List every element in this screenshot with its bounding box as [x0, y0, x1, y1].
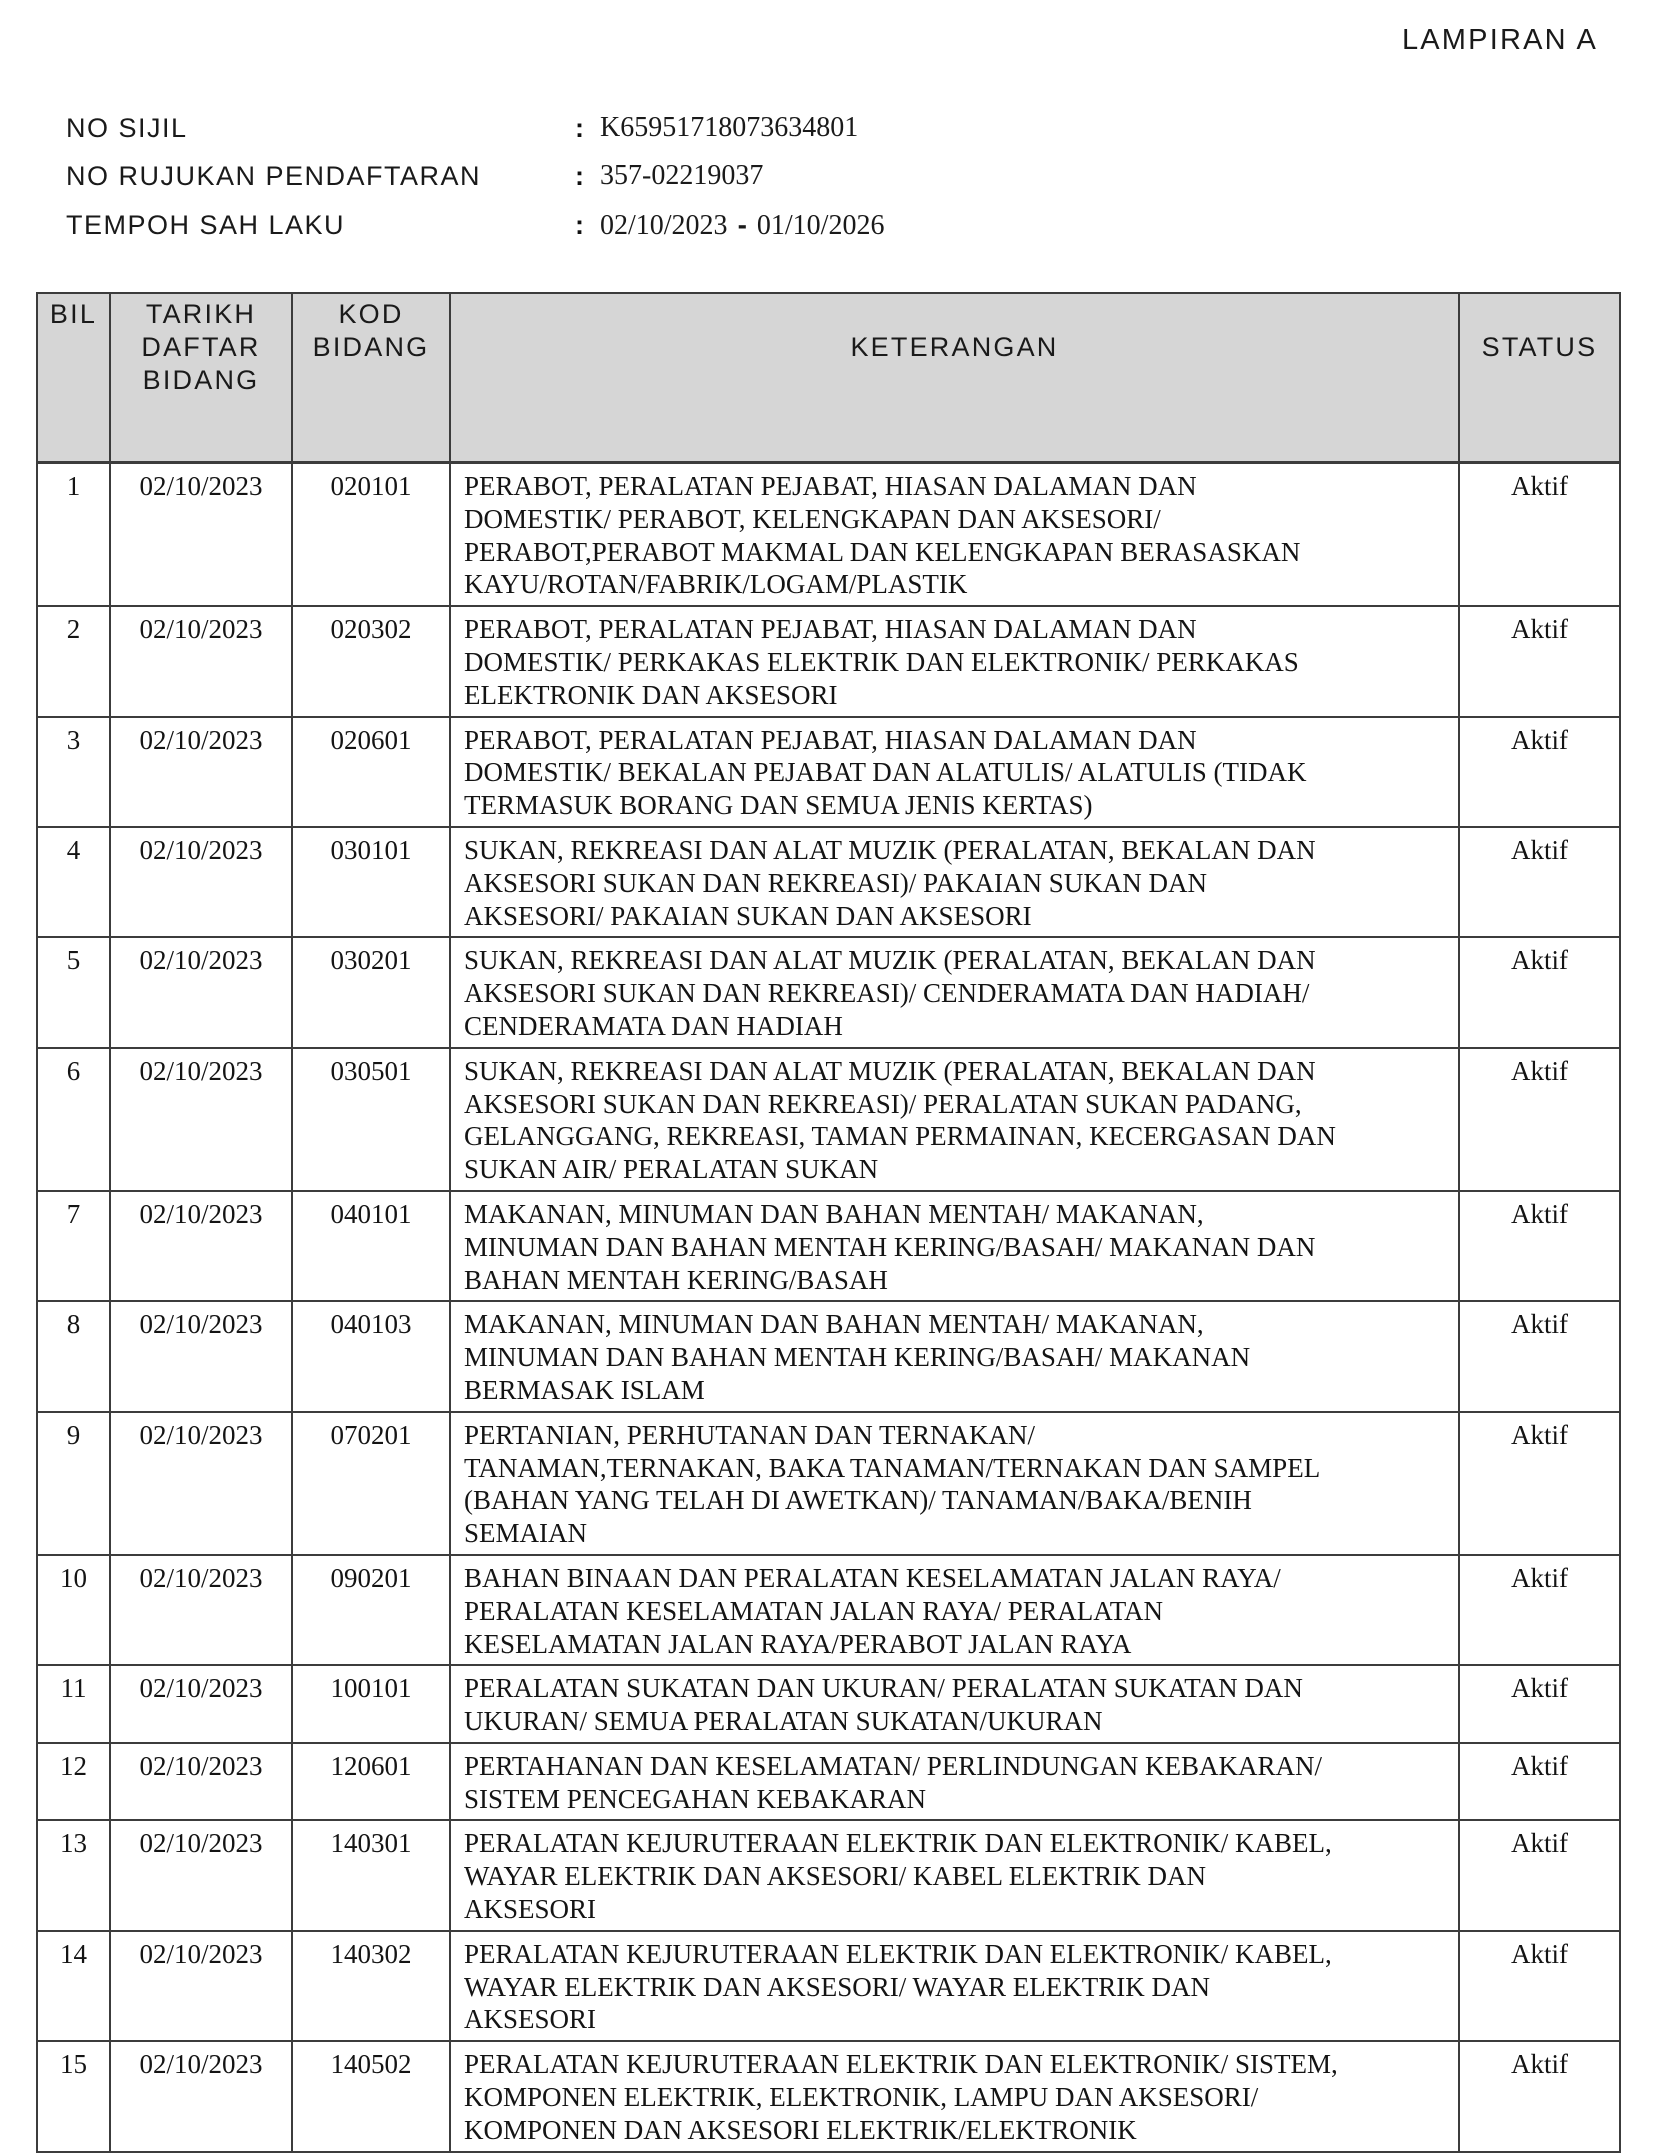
cell-bil: 8 — [37, 1301, 110, 1411]
cell-keterangan — [450, 1555, 1459, 1665]
table-body — [37, 463, 1620, 2152]
keterangan-line: PERABOT, PERALATAN PEJABAT, HIASAN DALAMAN DAN — [464, 471, 1197, 501]
cell-status: Aktif — [1459, 1301, 1620, 1411]
cell-keterangan — [450, 606, 1459, 716]
registration-ref-label: NO RUJUKAN PENDAFTARAN — [66, 161, 482, 191]
certificate-no-label: NO SIJIL — [66, 113, 188, 143]
keterangan-line: KESELAMATAN JALAN RAYA/PERABOT JALAN RAYA — [464, 1628, 1132, 1659]
cell-tarikh-daftar: 02/10/2023 — [110, 717, 292, 827]
header-tarikh-daftar-bidang — [110, 293, 292, 463]
table-row — [37, 1555, 1620, 1665]
cell-keterangan — [450, 1820, 1459, 1930]
header-keterangan — [450, 293, 1459, 463]
field-registration-table — [36, 292, 1621, 2153]
cell-status: Aktif — [1459, 1191, 1620, 1301]
keterangan-line: AKSESORI SUKAN DAN REKREASI)/ CENDERAMATA DAN HADIAH/ — [464, 978, 1310, 1009]
keterangan-line: AKSESORI/ PAKAIAN SUKAN DAN AKSESORI — [464, 900, 1032, 931]
keterangan-line: SUKAN, REKREASI DAN ALAT MUZIK (PERALATAN, BEKALAN DAN — [464, 834, 1316, 865]
cell-tarikh-daftar: 02/10/2023 — [110, 1555, 292, 1665]
cell-status: Aktif — [1459, 2041, 1620, 2151]
header-status — [1459, 293, 1620, 463]
keterangan-line: BERMASAK ISLAM — [464, 1374, 705, 1405]
keterangan-line: BAHAN BINAAN DAN PERALATAN KESELAMATAN JALAN RAYA/ — [464, 1562, 1281, 1593]
cell-kod-bidang: 020302 — [292, 606, 450, 716]
cell-tarikh-daftar: 02/10/2023 — [110, 827, 292, 937]
cell-status: Aktif — [1459, 1412, 1620, 1555]
table-row — [37, 1412, 1620, 1555]
cell-status: Aktif — [1459, 1931, 1620, 2041]
cell-keterangan — [450, 717, 1459, 827]
validity-end-date: 01/10/2026 — [756, 210, 885, 241]
keterangan-line: BAHAN MENTAH KERING/BASAH — [464, 1264, 888, 1295]
table-row — [37, 1301, 1620, 1411]
cell-kod-bidang: 020601 — [292, 717, 450, 827]
cell-kod-bidang: 030101 — [292, 827, 450, 937]
cell-bil: 13 — [37, 1820, 110, 1930]
keterangan-line: SUKAN, REKREASI DAN ALAT MUZIK (PERALATAN, BEKALAN DAN — [464, 1055, 1316, 1086]
cell-tarikh-daftar: 02/10/2023 — [110, 937, 292, 1047]
header-line: BIDANG — [142, 365, 260, 395]
range-separator: - — [737, 209, 747, 240]
table-row — [37, 827, 1620, 937]
cell-status: Aktif — [1459, 606, 1620, 716]
header-line: KOD — [338, 299, 404, 329]
keterangan-line: SUKAN AIR/ PERALATAN SUKAN — [464, 1154, 879, 1185]
table-row — [37, 606, 1620, 716]
cell-status: Aktif — [1459, 463, 1620, 607]
cell-tarikh-daftar: 02/10/2023 — [110, 1048, 292, 1191]
header-line: KETERANGAN — [850, 332, 1059, 362]
cell-status: Aktif — [1459, 827, 1620, 937]
validity-period-value — [600, 205, 884, 246]
keterangan-line: AKSESORI SUKAN DAN REKREASI)/ PAKAIAN SUKAN DAN — [464, 867, 1208, 898]
table-row — [37, 1048, 1620, 1191]
table-row — [37, 2041, 1620, 2151]
keterangan-line: WAYAR ELEKTRIK DAN AKSESORI/ KABEL ELEKTRIK DAN — [464, 1861, 1206, 1892]
cell-bil: 2 — [37, 606, 110, 716]
keterangan-line: PERABOT,PERABOT MAKMAL DAN KELENGKAPAN BERASASKAN — [464, 536, 1301, 567]
cell-keterangan — [450, 1301, 1459, 1411]
colon-separator: : — [575, 113, 584, 143]
cell-tarikh-daftar: 02/10/2023 — [110, 1743, 292, 1821]
cell-keterangan — [450, 1665, 1459, 1743]
keterangan-line: TANAMAN,TERNAKAN, BAKA TANAMAN/TERNAKAN DAN SAMPEL — [464, 1452, 1321, 1483]
header-kod-bidang — [292, 293, 450, 463]
header-line: STATUS — [1481, 332, 1598, 362]
keterangan-line: PERABOT, PERALATAN PEJABAT, HIASAN DALAMAN DAN — [464, 724, 1197, 755]
keterangan-line: PERALATAN KEJURUTERAAN ELEKTRIK DAN ELEKTRONIK/ SISTEM, — [464, 2049, 1338, 2080]
cell-bil: 12 — [37, 1743, 110, 1821]
cell-kod-bidang: 140502 — [292, 2041, 450, 2151]
keterangan-line: DOMESTIK/ PERKAKAS ELEKTRIK DAN ELEKTRONIK/ PERKAKAS — [464, 646, 1299, 677]
cell-kod-bidang: 030501 — [292, 1048, 450, 1191]
cell-kod-bidang: 070201 — [292, 1412, 450, 1555]
cell-kod-bidang: 140301 — [292, 1820, 450, 1930]
keterangan-line: SEMAIAN — [464, 1518, 588, 1549]
cell-bil: 10 — [37, 1555, 110, 1665]
table-row — [37, 1931, 1620, 2041]
header-line: DAFTAR — [141, 332, 261, 362]
cell-status: Aktif — [1459, 1820, 1620, 1930]
cell-status: Aktif — [1459, 1743, 1620, 1821]
table-header-row — [37, 293, 1620, 463]
registration-ref-value: 357-02219037 — [600, 160, 764, 191]
keterangan-line: CENDERAMATA DAN HADIAH — [464, 1010, 843, 1041]
cell-bil: 15 — [37, 2041, 110, 2151]
cell-kod-bidang: 040101 — [292, 1191, 450, 1301]
cell-keterangan — [450, 2041, 1459, 2151]
cell-keterangan — [450, 463, 1459, 607]
cell-tarikh-daftar: 02/10/2023 — [110, 1665, 292, 1743]
keterangan-line: AKSESORI — [464, 1894, 597, 1925]
table-row — [37, 1743, 1620, 1821]
keterangan-line: PERTAHANAN DAN KESELAMATAN/ PERLINDUNGAN KEBAKARAN/ — [464, 1750, 1323, 1781]
validity-start-date: 02/10/2023 — [600, 210, 728, 241]
cell-tarikh-daftar: 02/10/2023 — [110, 1820, 292, 1930]
cell-bil: 6 — [37, 1048, 110, 1191]
cell-status: Aktif — [1459, 1555, 1620, 1665]
header-bil — [37, 293, 110, 463]
cell-bil: 4 — [37, 827, 110, 937]
cell-kod-bidang: 040103 — [292, 1301, 450, 1411]
cell-bil: 9 — [37, 1412, 110, 1555]
colon-separator: : — [575, 161, 584, 191]
keterangan-line: MINUMAN DAN BAHAN MENTAH KERING/BASAH/ MAKANAN DAN — [464, 1231, 1316, 1262]
keterangan-line: DOMESTIK/ BEKALAN PEJABAT DAN ALATULIS/ ALATULIS (TIDAK — [464, 757, 1307, 788]
cell-keterangan — [450, 827, 1459, 937]
cell-keterangan — [450, 937, 1459, 1047]
cell-kod-bidang: 030201 — [292, 937, 450, 1047]
cell-tarikh-daftar: 02/10/2023 — [110, 1931, 292, 2041]
keterangan-line: PERALATAN KEJURUTERAAN ELEKTRIK DAN ELEKTRONIK/ KABEL, — [464, 1828, 1332, 1859]
keterangan-line: ELEKTRONIK DAN AKSESORI — [464, 679, 838, 710]
table-row — [37, 1665, 1620, 1743]
cell-tarikh-daftar: 02/10/2023 — [110, 463, 292, 607]
keterangan-line: PERALATAN KEJURUTERAAN ELEKTRIK DAN ELEKTRONIK/ KABEL, — [464, 1938, 1332, 1969]
keterangan-line: MAKANAN, MINUMAN DAN BAHAN MENTAH/ MAKANAN, — [464, 1198, 1204, 1229]
cell-bil: 14 — [37, 1931, 110, 2041]
cell-tarikh-daftar: 02/10/2023 — [110, 1412, 292, 1555]
keterangan-line: (BAHAN YANG TELAH DI AWETKAN)/ TANAMAN/BAKA/BENIH — [464, 1485, 1252, 1516]
cell-status: Aktif — [1459, 937, 1620, 1047]
keterangan-line: WAYAR ELEKTRIK DAN AKSESORI/ WAYAR ELEKTRIK DAN — [464, 1971, 1211, 2002]
cell-bil: 5 — [37, 937, 110, 1047]
header-line: TARIKH — [145, 299, 257, 329]
cell-tarikh-daftar: 02/10/2023 — [110, 1191, 292, 1301]
cell-kod-bidang: 100101 — [292, 1665, 450, 1743]
cell-keterangan — [450, 1048, 1459, 1191]
keterangan-line: KAYU/ROTAN/FABRIK/LOGAM/PLASTIK — [464, 569, 968, 600]
table-header — [37, 293, 1620, 463]
cell-keterangan — [450, 1412, 1459, 1555]
keterangan-line: DOMESTIK/ PERABOT, KELENGKAPAN DAN AKSESORI/ — [464, 503, 1161, 534]
keterangan-line: UKURAN/ SEMUA PERALATAN SUKATAN/UKURAN — [464, 1706, 1103, 1737]
cell-kod-bidang: 120601 — [292, 1743, 450, 1821]
cell-tarikh-daftar: 02/10/2023 — [110, 1301, 292, 1411]
table-row — [37, 463, 1620, 607]
cell-status: Aktif — [1459, 1048, 1620, 1191]
info-row-validity-period — [66, 205, 1066, 245]
cell-kod-bidang: 140302 — [292, 1931, 450, 2041]
keterangan-line: AKSESORI SUKAN DAN REKREASI)/ PERALATAN SUKAN PADANG, — [464, 1088, 1302, 1119]
header-line: BIL — [49, 299, 98, 329]
table-row — [37, 717, 1620, 827]
keterangan-line: MINUMAN DAN BAHAN MENTAH KERING/BASAH/ MAKANAN — [464, 1342, 1251, 1373]
cell-bil: 7 — [37, 1191, 110, 1301]
keterangan-line: GELANGGANG, REKREASI, TAMAN PERMAINAN, KECERGASAN DAN — [464, 1121, 1336, 1152]
appendix-label: LAMPIRAN A — [1401, 24, 1598, 56]
keterangan-line: PERALATAN SUKATAN DAN UKURAN/ PERALATAN SUKATAN DAN — [464, 1673, 1303, 1704]
keterangan-line: KOMPONEN DAN AKSESORI ELEKTRIK/ELEKTRONIK — [464, 2114, 1137, 2145]
cell-keterangan — [450, 1743, 1459, 1821]
keterangan-line: MAKANAN, MINUMAN DAN BAHAN MENTAH/ MAKANAN, — [464, 1309, 1204, 1340]
colon-separator: : — [575, 210, 584, 240]
keterangan-line: TERMASUK BORANG DAN SEMUA JENIS KERTAS) — [464, 790, 1093, 821]
cell-tarikh-daftar: 02/10/2023 — [110, 606, 292, 716]
cell-tarikh-daftar: 02/10/2023 — [110, 2041, 292, 2151]
keterangan-line: SUKAN, REKREASI DAN ALAT MUZIK (PERALATAN, BEKALAN DAN — [464, 945, 1316, 976]
cell-bil: 3 — [37, 717, 110, 827]
keterangan-line: PERALATAN KESELAMATAN JALAN RAYA/ PERALATAN — [464, 1595, 1164, 1626]
keterangan-line: PERABOT, PERALATAN PEJABAT, HIASAN DALAMAN DAN — [464, 614, 1197, 645]
cell-status: Aktif — [1459, 1665, 1620, 1743]
keterangan-line: AKSESORI — [464, 2004, 597, 2035]
keterangan-line: SISTEM PENCEGAHAN KEBAKARAN — [464, 1783, 927, 1814]
cell-keterangan — [450, 1931, 1459, 2041]
header-line: BIDANG — [312, 332, 430, 362]
cell-status: Aktif — [1459, 717, 1620, 827]
cell-bil: 11 — [37, 1665, 110, 1743]
certificate-no-value: K65951718073634801 — [600, 112, 859, 143]
info-row-certificate-no — [66, 108, 1066, 148]
cell-kod-bidang: 020101 — [292, 463, 450, 607]
info-row-registration-ref — [66, 156, 1066, 196]
keterangan-line: KOMPONEN ELEKTRIK, ELEKTRONIK, LAMPU DAN AKSESORI/ — [464, 2082, 1259, 2113]
keterangan-line: PERTANIAN, PERHUTANAN DAN TERNAKAN/ — [464, 1419, 1036, 1450]
validity-period-label: TEMPOH SAH LAKU — [66, 210, 346, 240]
cell-kod-bidang: 090201 — [292, 1555, 450, 1665]
table-row — [37, 937, 1620, 1047]
cell-bil: 1 — [37, 463, 110, 607]
table-row — [37, 1191, 1620, 1301]
table-row — [37, 1820, 1620, 1930]
cell-keterangan — [450, 1191, 1459, 1301]
